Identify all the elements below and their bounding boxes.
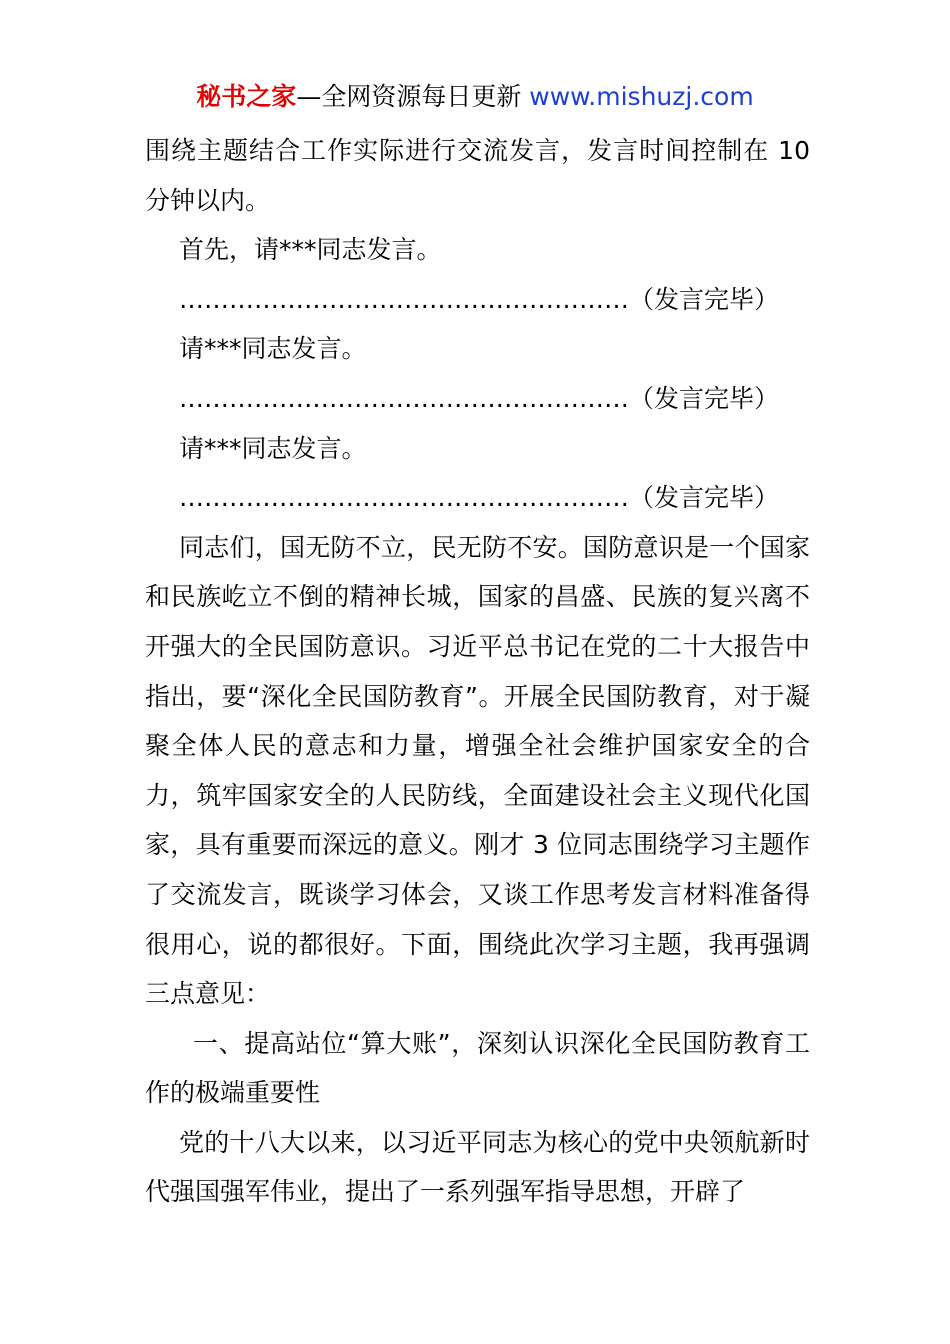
paragraph-intro: 围绕主题结合工作实际进行交流发言，发言时间控制在 10 分钟以内。 <box>145 136 810 215</box>
speech-finished-line: ………………………………………………（发言完毕） <box>179 383 780 413</box>
site-url-link[interactable]: www.mishuzj.com <box>529 82 754 111</box>
site-tagline: —全网资源每日更新 <box>296 82 530 111</box>
speech-finished-line: ………………………………………………（发言完毕） <box>179 284 780 314</box>
site-header-banner <box>0 80 950 114</box>
paragraph-second-speaker: 请***同志发言。 <box>179 334 367 364</box>
paragraph-section-1: 党的十八大以来，以习近平同志为核心的党中央领航新时代强国强军伟业，提出了一系列强军指导思想，开辟了 <box>145 1127 810 1207</box>
document-body <box>145 126 810 1217</box>
speech-finished-line: ………………………………………………（发言完毕） <box>179 483 780 513</box>
paragraph-first-speaker: 首先，请***同志发言。 <box>179 235 442 265</box>
paragraph-third-speaker: 请***同志发言。 <box>179 433 367 463</box>
section-heading-1: 一、提高站位“算大账”，深刻认识深化全民国防教育工作的极端重要性 <box>145 1028 810 1108</box>
site-brand: 秘书之家 <box>196 82 297 111</box>
paragraph-main-remarks: 同志们，国无防不立，民无防不安。国防意识是一个国家和民族屹立不倒的精神长城，国家的昌盛、民族的复兴离不开强大的全民国防意识。习近平总书记在党的二十大报告中指出，要“深化全民国防教育”。开展全民国防教育，对于凝聚全体人民的意志和力量，增强全社会维护国家安全的合力，筑牢国家安全的人民防线，全面建设社会主义现代化国家，具有重要而深远的意义。刚才 3 位同志围绕学习主题作了交流发言，既谈学习体会，又谈工作思考发言材料准备得很用心，说的都很好。下面，围绕此次学习主题，我再强调三点意见： <box>145 532 810 1009</box>
